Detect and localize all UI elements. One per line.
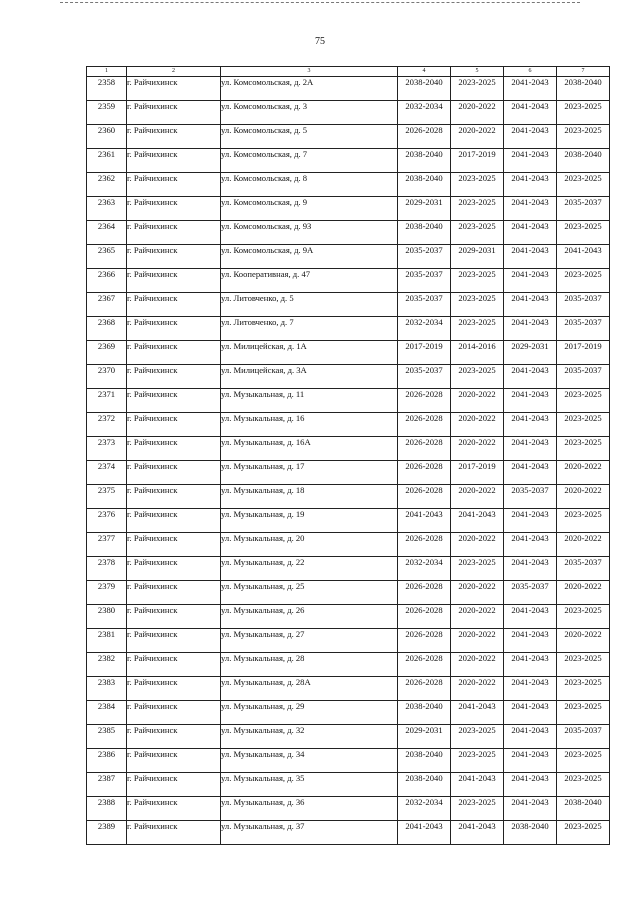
period-cell-7: 2020-2022 [557,485,610,509]
city-cell: г. Райчихинск [127,797,221,821]
period-cell-4: 2026-2028 [398,461,451,485]
period-cell-6: 2041-2043 [504,101,557,125]
period-cell-4: 2038-2040 [398,701,451,725]
table-body [87,77,610,845]
address-cell: ул. Музыкальная, д. 16А [221,437,398,461]
row-number: 2362 [87,173,127,197]
city-cell: г. Райчихинск [127,773,221,797]
row-number: 2388 [87,797,127,821]
period-cell-6: 2041-2043 [504,629,557,653]
period-cell-4: 2026-2028 [398,413,451,437]
period-cell-5: 2023-2025 [451,365,504,389]
row-number: 2386 [87,749,127,773]
period-cell-5: 2020-2022 [451,581,504,605]
period-cell-7: 2023-2025 [557,437,610,461]
period-cell-5: 2020-2022 [451,485,504,509]
period-cell-4: 2026-2028 [398,389,451,413]
period-cell-5: 2023-2025 [451,269,504,293]
period-cell-5: 2041-2043 [451,701,504,725]
row-number: 2368 [87,317,127,341]
period-cell-6: 2041-2043 [504,125,557,149]
row-number: 2371 [87,389,127,413]
row-number: 2378 [87,557,127,581]
period-cell-7: 2023-2025 [557,653,610,677]
period-cell-7: 2023-2025 [557,605,610,629]
period-cell-7: 2035-2037 [557,197,610,221]
period-cell-4: 2026-2028 [398,125,451,149]
period-cell-6: 2041-2043 [504,221,557,245]
period-cell-7: 2023-2025 [557,677,610,701]
city-cell: г. Райчихинск [127,629,221,653]
period-cell-6: 2041-2043 [504,437,557,461]
row-number: 2383 [87,677,127,701]
period-cell-4: 2026-2028 [398,581,451,605]
period-cell-4: 2029-2031 [398,197,451,221]
address-cell: ул. Кооперативная, д. 47 [221,269,398,293]
period-cell-5: 2020-2022 [451,101,504,125]
address-cell: ул. Литовченко, д. 7 [221,317,398,341]
row-number: 2366 [87,269,127,293]
address-cell: ул. Литовченко, д. 5 [221,293,398,317]
table-row [87,101,610,125]
period-cell-4: 2038-2040 [398,149,451,173]
city-cell: г. Райчихинск [127,221,221,245]
column-header: 2 [127,67,221,77]
address-cell: ул. Музыкальная, д. 17 [221,461,398,485]
period-cell-4: 2038-2040 [398,749,451,773]
address-cell: ул. Музыкальная, д. 32 [221,725,398,749]
period-cell-6: 2041-2043 [504,413,557,437]
period-cell-4: 2032-2034 [398,797,451,821]
period-cell-4: 2038-2040 [398,221,451,245]
row-number: 2367 [87,293,127,317]
period-cell-6: 2041-2043 [504,605,557,629]
row-number: 2365 [87,245,127,269]
period-cell-5: 2041-2043 [451,773,504,797]
period-cell-7: 2035-2037 [557,317,610,341]
address-cell: ул. Музыкальная, д. 36 [221,797,398,821]
period-cell-7: 2023-2025 [557,509,610,533]
period-cell-7: 2038-2040 [557,149,610,173]
city-cell: г. Райчихинск [127,485,221,509]
city-cell: г. Райчихинск [127,437,221,461]
table-row [87,389,610,413]
period-cell-5: 2023-2025 [451,557,504,581]
period-cell-6: 2041-2043 [504,245,557,269]
address-cell: ул. Музыкальная, д. 18 [221,485,398,509]
city-cell: г. Райчихинск [127,581,221,605]
row-number: 2370 [87,365,127,389]
period-cell-5: 2014-2016 [451,341,504,365]
address-cell: ул. Комсомольская, д. 8 [221,173,398,197]
period-cell-4: 2032-2034 [398,101,451,125]
row-number: 2361 [87,149,127,173]
city-cell: г. Райчихинск [127,269,221,293]
period-cell-4: 2026-2028 [398,677,451,701]
period-cell-4: 2041-2043 [398,509,451,533]
table-row [87,437,610,461]
table-row [87,605,610,629]
city-cell: г. Райчихинск [127,701,221,725]
city-cell: г. Райчихинск [127,677,221,701]
city-cell: г. Райчихинск [127,509,221,533]
table-row [87,557,610,581]
period-cell-4: 2038-2040 [398,77,451,101]
period-cell-6: 2041-2043 [504,701,557,725]
period-cell-7: 2038-2040 [557,77,610,101]
period-cell-4: 2035-2037 [398,245,451,269]
column-header: 4 [398,67,451,77]
row-number: 2384 [87,701,127,725]
period-cell-6: 2041-2043 [504,389,557,413]
city-cell: г. Райчихинск [127,461,221,485]
city-cell: г. Райчихинск [127,365,221,389]
period-cell-6: 2041-2043 [504,773,557,797]
table-row [87,269,610,293]
period-cell-4: 2029-2031 [398,725,451,749]
period-cell-4: 2032-2034 [398,557,451,581]
period-cell-7: 2023-2025 [557,821,610,845]
row-number: 2374 [87,461,127,485]
city-cell: г. Райчихинск [127,605,221,629]
period-cell-6: 2035-2037 [504,485,557,509]
period-cell-6: 2041-2043 [504,533,557,557]
period-cell-6: 2041-2043 [504,317,557,341]
row-number: 2380 [87,605,127,629]
period-cell-6: 2041-2043 [504,725,557,749]
row-number: 2385 [87,725,127,749]
address-cell: ул. Комсомольская, д. 2А [221,77,398,101]
page-top-border [60,2,580,3]
city-cell: г. Райчихинск [127,653,221,677]
period-cell-7: 2035-2037 [557,557,610,581]
period-cell-6: 2041-2043 [504,797,557,821]
period-cell-6: 2035-2037 [504,581,557,605]
row-number: 2375 [87,485,127,509]
period-cell-7: 2020-2022 [557,533,610,557]
period-cell-5: 2020-2022 [451,653,504,677]
period-cell-7: 2017-2019 [557,341,610,365]
period-cell-6: 2029-2031 [504,341,557,365]
city-cell: г. Райчихинск [127,725,221,749]
period-cell-6: 2041-2043 [504,653,557,677]
row-number: 2360 [87,125,127,149]
table-row [87,173,610,197]
city-cell: г. Райчихинск [127,77,221,101]
period-cell-6: 2041-2043 [504,509,557,533]
address-cell: ул. Музыкальная, д. 37 [221,821,398,845]
row-number: 2389 [87,821,127,845]
period-cell-5: 2029-2031 [451,245,504,269]
address-cell: ул. Музыкальная, д. 11 [221,389,398,413]
period-cell-5: 2023-2025 [451,725,504,749]
row-number: 2376 [87,509,127,533]
row-number: 2358 [87,77,127,101]
period-cell-7: 2023-2025 [557,101,610,125]
city-cell: г. Райчихинск [127,341,221,365]
page-number: 75 [315,36,325,47]
city-cell: г. Райчихинск [127,173,221,197]
period-cell-7: 2035-2037 [557,293,610,317]
row-number: 2387 [87,773,127,797]
city-cell: г. Райчихинск [127,125,221,149]
registry-table [86,66,610,845]
address-cell: ул. Комсомольская, д. 9 [221,197,398,221]
table-row [87,701,610,725]
table-row [87,221,610,245]
period-cell-6: 2038-2040 [504,821,557,845]
period-cell-7: 2020-2022 [557,461,610,485]
period-cell-4: 2026-2028 [398,533,451,557]
period-cell-6: 2041-2043 [504,677,557,701]
period-cell-7: 2020-2022 [557,581,610,605]
period-cell-4: 2035-2037 [398,293,451,317]
address-cell: ул. Комсомольская, д. 7 [221,149,398,173]
row-number: 2372 [87,413,127,437]
period-cell-7: 2035-2037 [557,725,610,749]
period-cell-4: 2032-2034 [398,317,451,341]
period-cell-4: 2026-2028 [398,437,451,461]
row-number: 2381 [87,629,127,653]
period-cell-5: 2023-2025 [451,317,504,341]
column-number-row [87,67,610,77]
column-header: 1 [87,67,127,77]
period-cell-7: 2023-2025 [557,749,610,773]
row-number: 2373 [87,437,127,461]
period-cell-6: 2041-2043 [504,749,557,773]
period-cell-6: 2041-2043 [504,197,557,221]
period-cell-4: 2026-2028 [398,485,451,509]
period-cell-7: 2023-2025 [557,389,610,413]
period-cell-5: 2023-2025 [451,797,504,821]
column-header: 5 [451,67,504,77]
period-cell-4: 2026-2028 [398,605,451,629]
table-row [87,629,610,653]
period-cell-4: 2041-2043 [398,821,451,845]
table-row [87,509,610,533]
table-row [87,461,610,485]
city-cell: г. Райчихинск [127,389,221,413]
table-row [87,197,610,221]
address-cell: ул. Милицейская, д. 3А [221,365,398,389]
row-number: 2377 [87,533,127,557]
period-cell-7: 2023-2025 [557,173,610,197]
city-cell: г. Райчихинск [127,557,221,581]
period-cell-4: 2038-2040 [398,773,451,797]
period-cell-6: 2041-2043 [504,461,557,485]
column-header: 6 [504,67,557,77]
city-cell: г. Райчихинск [127,413,221,437]
address-cell: ул. Музыкальная, д. 19 [221,509,398,533]
table-row [87,821,610,845]
city-cell: г. Райчихинск [127,293,221,317]
table-row [87,413,610,437]
period-cell-5: 2023-2025 [451,197,504,221]
table-row [87,125,610,149]
address-cell: ул. Комсомольская, д. 5 [221,125,398,149]
period-cell-7: 2023-2025 [557,269,610,293]
column-header: 7 [557,67,610,77]
row-number: 2363 [87,197,127,221]
period-cell-7: 2038-2040 [557,797,610,821]
row-number: 2359 [87,101,127,125]
table-row [87,725,610,749]
period-cell-6: 2041-2043 [504,77,557,101]
row-number: 2382 [87,653,127,677]
address-cell: ул. Комсомольская, д. 3 [221,101,398,125]
address-cell: ул. Музыкальная, д. 28А [221,677,398,701]
city-cell: г. Райчихинск [127,821,221,845]
period-cell-6: 2041-2043 [504,149,557,173]
period-cell-5: 2017-2019 [451,461,504,485]
period-cell-7: 2023-2025 [557,221,610,245]
period-cell-5: 2017-2019 [451,149,504,173]
address-cell: ул. Музыкальная, д. 25 [221,581,398,605]
period-cell-5: 2023-2025 [451,293,504,317]
table-row [87,293,610,317]
address-cell: ул. Музыкальная, д. 16 [221,413,398,437]
period-cell-5: 2020-2022 [451,533,504,557]
table-row [87,773,610,797]
city-cell: г. Райчихинск [127,245,221,269]
table-row [87,149,610,173]
period-cell-4: 2035-2037 [398,365,451,389]
address-cell: ул. Музыкальная, д. 35 [221,773,398,797]
city-cell: г. Райчихинск [127,749,221,773]
period-cell-5: 2041-2043 [451,821,504,845]
period-cell-5: 2023-2025 [451,749,504,773]
period-cell-7: 2020-2022 [557,629,610,653]
table-row [87,581,610,605]
city-cell: г. Райчихинск [127,533,221,557]
period-cell-5: 2020-2022 [451,437,504,461]
period-cell-6: 2041-2043 [504,365,557,389]
row-number: 2364 [87,221,127,245]
row-number: 2379 [87,581,127,605]
period-cell-5: 2020-2022 [451,125,504,149]
period-cell-5: 2023-2025 [451,173,504,197]
address-cell: ул. Музыкальная, д. 27 [221,629,398,653]
period-cell-5: 2041-2043 [451,509,504,533]
period-cell-7: 2023-2025 [557,773,610,797]
table-row [87,533,610,557]
table-row [87,797,610,821]
city-cell: г. Райчихинск [127,197,221,221]
address-cell: ул. Музыкальная, д. 29 [221,701,398,725]
period-cell-5: 2020-2022 [451,389,504,413]
period-cell-4: 2038-2040 [398,173,451,197]
period-cell-4: 2026-2028 [398,653,451,677]
period-cell-4: 2017-2019 [398,341,451,365]
period-cell-7: 2035-2037 [557,365,610,389]
table-row [87,317,610,341]
period-cell-5: 2020-2022 [451,677,504,701]
address-cell: ул. Музыкальная, д. 22 [221,557,398,581]
address-cell: ул. Музыкальная, д. 34 [221,749,398,773]
period-cell-6: 2041-2043 [504,269,557,293]
table-row [87,749,610,773]
period-cell-5: 2020-2022 [451,413,504,437]
row-number: 2369 [87,341,127,365]
period-cell-5: 2023-2025 [451,77,504,101]
table-row [87,341,610,365]
city-cell: г. Райчихинск [127,101,221,125]
table-row [87,485,610,509]
column-header: 3 [221,67,398,77]
city-cell: г. Райчихинск [127,317,221,341]
period-cell-5: 2020-2022 [451,605,504,629]
period-cell-6: 2041-2043 [504,557,557,581]
period-cell-5: 2020-2022 [451,629,504,653]
period-cell-7: 2023-2025 [557,413,610,437]
city-cell: г. Райчихинск [127,149,221,173]
address-cell: ул. Милицейская, д. 1А [221,341,398,365]
period-cell-4: 2035-2037 [398,269,451,293]
period-cell-7: 2023-2025 [557,701,610,725]
address-cell: ул. Музыкальная, д. 26 [221,605,398,629]
period-cell-6: 2041-2043 [504,293,557,317]
address-cell: ул. Комсомольская, д. 9А [221,245,398,269]
period-cell-6: 2041-2043 [504,173,557,197]
period-cell-4: 2026-2028 [398,629,451,653]
table-row [87,245,610,269]
table-row [87,77,610,101]
address-cell: ул. Музыкальная, д. 20 [221,533,398,557]
period-cell-5: 2023-2025 [451,221,504,245]
table-row [87,365,610,389]
period-cell-7: 2041-2043 [557,245,610,269]
table-row [87,653,610,677]
period-cell-7: 2023-2025 [557,125,610,149]
address-cell: ул. Комсомольская, д. 9З [221,221,398,245]
table-row [87,677,610,701]
address-cell: ул. Музыкальная, д. 28 [221,653,398,677]
